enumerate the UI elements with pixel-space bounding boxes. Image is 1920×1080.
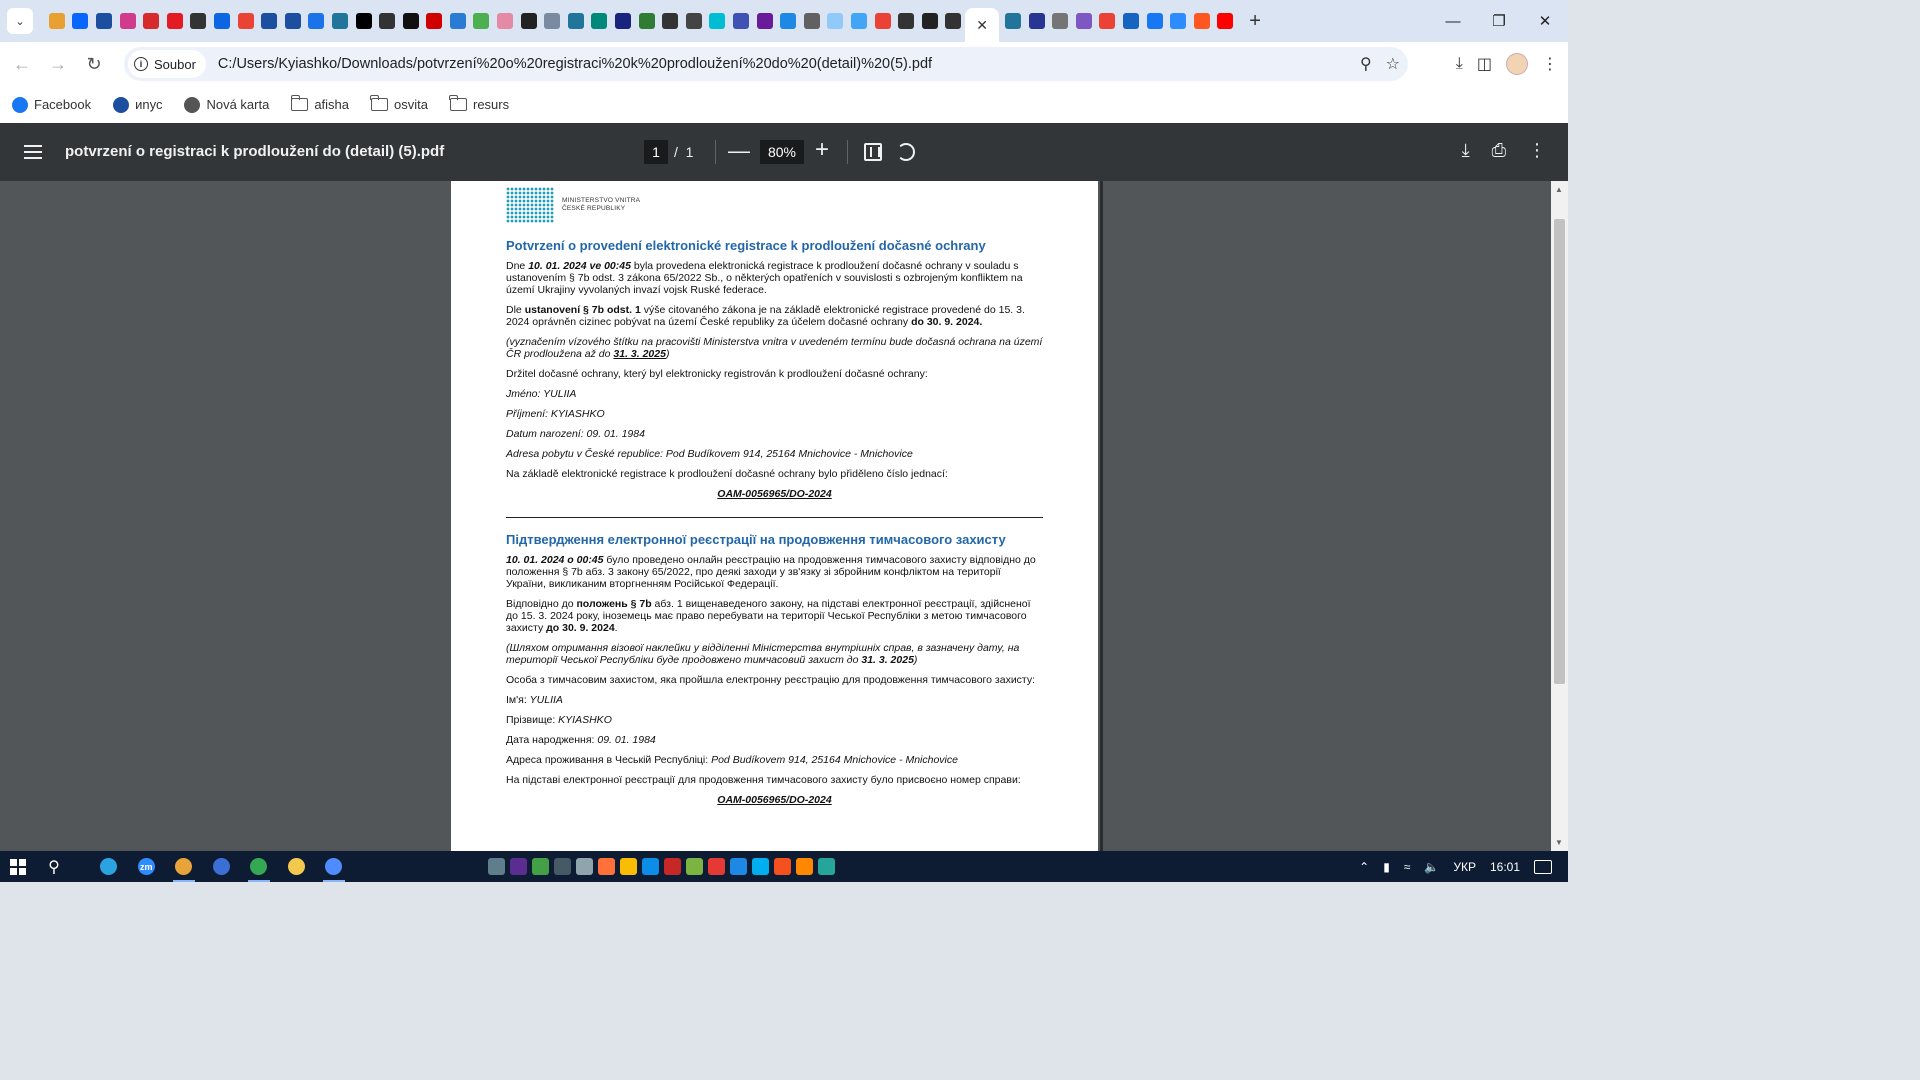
pinned-app-3[interactable] <box>532 858 549 875</box>
forward-button[interactable]: → <box>49 53 67 74</box>
dob-ua: Дата народження: 09. 01. 1984 <box>506 734 656 746</box>
k-icon <box>403 13 419 29</box>
taskbar-app[interactable] <box>128 851 166 882</box>
ministry-logo-mark <box>506 187 554 223</box>
taskbar-app[interactable] <box>278 851 316 882</box>
pinned-app-9[interactable] <box>664 858 681 875</box>
tab[interactable] <box>517 0 541 42</box>
tab-favicon-green <box>473 13 489 29</box>
document-icon <box>325 858 342 875</box>
basis-ua: На підставі електронної реєстрації для продовження тимчасового захисту було присвоєно номер справи: <box>506 774 1021 786</box>
tab-favicon-dark <box>898 13 914 29</box>
tab[interactable] <box>375 0 399 42</box>
chrome-icon <box>175 858 192 875</box>
tab[interactable] <box>163 0 187 42</box>
chrome-icon-2 <box>250 858 267 875</box>
system-tray <box>1359 851 1568 882</box>
tab-favicon-light <box>827 13 843 29</box>
toolbar-divider <box>715 140 716 164</box>
pdf-viewer[interactable] <box>0 181 1568 851</box>
zoom-icon: zm <box>138 858 155 875</box>
tab[interactable] <box>635 0 659 42</box>
name-ua: Ім'я: YULIIA <box>506 694 563 706</box>
tab-favicon-red <box>426 13 442 29</box>
trello-icon <box>214 13 230 29</box>
logo-line-1: MINISTERSTVO VNITRA <box>562 197 641 204</box>
tab-list-after <box>1001 0 1237 42</box>
tab[interactable] <box>470 0 494 42</box>
tab[interactable] <box>1096 0 1120 42</box>
tab[interactable] <box>281 0 305 42</box>
holder-ua: Особа з тимчасовим захистом, яка пройшла електронну реєстрацію для продовження тимчасового захисту: <box>506 674 1036 686</box>
taskbar-app[interactable] <box>165 851 203 882</box>
app-icon-blue <box>213 858 230 875</box>
surname-cz: Příjmení: KYIASHKO <box>506 408 605 420</box>
meta-icon <box>72 13 88 29</box>
toolbar-divider <box>847 140 848 164</box>
bookmark-item[interactable] <box>12 97 91 113</box>
site-info-chip[interactable] <box>128 50 206 78</box>
tab[interactable] <box>658 0 682 42</box>
back-button[interactable]: ← <box>13 53 31 74</box>
zoom-out-button[interactable]: — <box>728 138 750 163</box>
bookmark-item[interactable] <box>450 97 509 112</box>
tab-favicon-u <box>261 13 277 29</box>
address-ua: Адреса проживання в Чеській Республіці: Pod Budíkovem 914, 25164 Mnichovice - Mnichovice <box>506 754 958 766</box>
tab-strip <box>0 0 1568 42</box>
bookmark-item[interactable] <box>113 97 162 113</box>
tab[interactable] <box>682 0 706 42</box>
taskbar-apps <box>90 851 353 882</box>
gmail-icon <box>1099 13 1115 29</box>
page-total: / 1 <box>674 144 694 160</box>
scroll-thumb[interactable] <box>1554 219 1565 684</box>
tab[interactable] <box>729 0 753 42</box>
facebook-icon <box>1147 13 1163 29</box>
window-controls <box>1430 0 1568 42</box>
paragraph-cz-3: (vyznačením vízového štítku na pracovišti Ministerstva vnitra v uvedeném termínu bude dočasná ochrana na území ČR prodloužena až do 31. 3. 2025) <box>506 336 1043 360</box>
profile-avatar[interactable] <box>1506 53 1528 75</box>
tab[interactable] <box>871 0 895 42</box>
tab[interactable] <box>446 0 470 42</box>
tab[interactable] <box>847 0 871 42</box>
new-tab-button[interactable]: + <box>1249 9 1261 32</box>
globe-icon <box>184 97 200 113</box>
x-icon <box>356 13 372 29</box>
wifi-icon[interactable]: ≈ <box>1403 859 1411 874</box>
fit-to-page-icon[interactable] <box>864 143 882 161</box>
reference-number-cz: OAM-0056965/DO-2024 <box>717 488 832 500</box>
tab-favicon-u <box>96 13 112 29</box>
tab[interactable] <box>493 0 517 42</box>
tab[interactable] <box>1025 0 1049 42</box>
minimize-icon[interactable]: — <box>1445 12 1461 30</box>
chevron-down-icon: ⌄ <box>15 15 25 28</box>
tab[interactable] <box>942 0 966 42</box>
taskbar-pinned <box>488 851 835 882</box>
tab[interactable] <box>918 0 942 42</box>
wordpress-icon <box>568 13 584 29</box>
taskbar-app[interactable] <box>240 851 278 882</box>
file-explorer-icon <box>288 858 305 875</box>
menu-icon[interactable] <box>24 145 42 163</box>
paragraph-ua-3: (Шляхом отримання візової наклейки у відділенні Міністерства внутрішніх справ, в зазначену дату, на території Чеської Республіки буде продовжено тимчасовий захист до 31. 3. 2025) <box>506 642 1020 666</box>
tab[interactable] <box>1048 0 1072 42</box>
heart-icon <box>143 13 159 29</box>
download-icon[interactable]: ⤓ <box>1455 55 1463 72</box>
tab[interactable] <box>706 0 730 42</box>
tab[interactable] <box>1214 0 1238 42</box>
taskbar <box>0 851 1568 882</box>
tab[interactable] <box>1190 0 1214 42</box>
tab[interactable] <box>776 0 800 42</box>
tab-favicon-pink <box>497 13 513 29</box>
address-bar[interactable] <box>124 47 1408 81</box>
tab[interactable] <box>234 0 258 42</box>
volume-icon[interactable]: 🔈 <box>1424 859 1440 874</box>
u-icon <box>113 97 129 113</box>
bookmark-label: Nová karta <box>206 97 270 112</box>
info-icon: i <box>134 57 148 71</box>
frs-icon <box>379 13 395 29</box>
pdf-title: potvrzení o registraci k prodloužení do (detail) (5).pdf <box>65 143 445 160</box>
notification-icon[interactable] <box>1534 860 1552 874</box>
folder-icon <box>291 98 308 111</box>
wordpress-icon <box>332 13 348 29</box>
tab[interactable] <box>588 0 612 42</box>
scroll-up-icon[interactable]: ▲ <box>1555 185 1563 194</box>
bookmarks-bar <box>0 86 1568 123</box>
address-cz: Adresa pobytu v České republice: Pod Budíkovem 914, 25164 Mnichovice - Mnichovice <box>506 448 913 460</box>
holder-cz: Držitel dočasné ochrany, který byl elektronicky registrován k prodloužení dočasné ochrany: <box>506 368 928 380</box>
reference-number-ua: OAM-0056965/DO-2024 <box>717 794 832 806</box>
youtube-icon <box>1217 13 1233 29</box>
firefox-icon[interactable] <box>598 858 615 875</box>
gmail-icon <box>875 13 891 29</box>
paragraph-cz-2: Dle ustanovení § 7b odst. 1 výše citovaného zákona je na základě elektronické registrace provedené do 15. 3. 2024 oprávněn cizinec pobývat na území České republiky za účelem dočasné ochrany do 30. 9. 2024. <box>506 304 1025 328</box>
folder-icon <box>450 98 467 111</box>
taskbar-app[interactable] <box>203 851 241 882</box>
tab-favicon-teal <box>591 13 607 29</box>
tab[interactable] <box>800 0 824 42</box>
taskbar-app[interactable] <box>315 851 353 882</box>
tab-favicon-grey <box>544 13 560 29</box>
rotate-icon[interactable] <box>897 143 915 161</box>
tab-favicon-navy <box>615 13 631 29</box>
tab-favicon-green2 <box>639 13 655 29</box>
close-window-icon[interactable]: ✕ <box>1538 13 1552 30</box>
pdf-download-icon[interactable]: ⤓ <box>1461 140 1470 160</box>
telegram-icon <box>100 858 117 875</box>
edge-icon[interactable] <box>642 858 659 875</box>
paragraph-cz-1: Dne 10. 01. 2024 ve 00:45 byla provedena elektronická registrace k prodloužení dočasné ochrany v souladu s ustanovením § 7b odst. 3 zákona 65/2022 Sb., o některých opatřeních v souvislosti s ozbrojeným konfliktem na území Ukrajiny vyvolaných invazí vojsk Ruské federace. <box>506 260 1023 296</box>
frs-icon <box>945 13 961 29</box>
tab-list <box>45 0 965 42</box>
zoom-in-button[interactable]: + <box>815 136 830 163</box>
pinned-app-1[interactable] <box>488 858 505 875</box>
pinned-app-4[interactable] <box>554 858 571 875</box>
close-icon[interactable]: ✕ <box>976 16 989 33</box>
start-button[interactable] <box>0 851 36 882</box>
print-icon[interactable]: ⎙ <box>1491 140 1506 160</box>
skype-icon[interactable] <box>752 858 769 875</box>
site-info-label: Soubor <box>154 56 196 72</box>
zoom-icon-omnibox[interactable]: ⚲ <box>1359 56 1372 73</box>
bookmark-star-icon[interactable]: ☆ <box>1385 56 1400 73</box>
bookmark-item[interactable] <box>184 97 269 113</box>
menu-kebab-icon[interactable]: ⋮ <box>1542 56 1558 73</box>
tab[interactable] <box>92 0 116 42</box>
red-circle-icon <box>167 13 183 29</box>
tab[interactable] <box>328 0 352 42</box>
restore-icon[interactable]: ❐ <box>1492 13 1506 30</box>
wordpress-icon <box>1005 13 1021 29</box>
windows-logo-icon <box>10 859 26 875</box>
pdf-page <box>451 181 1098 851</box>
bookmark-label: Facebook <box>34 97 92 112</box>
taskbar-search-icon[interactable]: ⚲ <box>48 858 60 876</box>
battery-icon[interactable]: ▮ <box>1383 859 1390 874</box>
faf-icon <box>521 13 537 29</box>
calendar-icon <box>308 13 324 29</box>
tab[interactable] <box>69 0 93 42</box>
tab[interactable] <box>305 0 329 42</box>
tab-favicon-1 <box>49 13 65 29</box>
pinned-app-14[interactable] <box>774 858 791 875</box>
name-cz: Jméno: YULIIA <box>506 388 577 400</box>
taskbar-app[interactable] <box>90 851 128 882</box>
tab[interactable] <box>139 0 163 42</box>
tab[interactable] <box>753 0 777 42</box>
pinned-app-5[interactable] <box>576 858 593 875</box>
paragraph-ua-1: 10. 01. 2024 о 00:45 було проведено онлайн реєстрацію на продовження тимчасового захисту відповідно до положення § 7b абз. 3 закону 65/2022, про деякі заходи у зв'язку зі збройним конфліктом на території України, викликаним вторгненням Російської Федерації. <box>506 554 1036 590</box>
tab[interactable] <box>45 0 69 42</box>
surname-ua: Прізвище: KYIASHKO <box>506 714 612 726</box>
chrome-icon-3[interactable] <box>620 858 637 875</box>
tab-favicon-navy2 <box>1029 13 1045 29</box>
tab-favicon-grey3 <box>1052 13 1068 29</box>
image-icon <box>686 13 702 29</box>
bookmark-item[interactable] <box>291 97 349 112</box>
bookmark-label: иnус <box>135 97 163 112</box>
heading-cz: Potvrzení o provedení elektronické registrace k prodloužení dočasné ochrany <box>506 238 986 253</box>
section-divider <box>506 517 1043 518</box>
dob-cz: Datum narození: 09. 01. 1984 <box>506 428 645 440</box>
tab-favicon-indigo <box>733 13 749 29</box>
teamcity-icon[interactable] <box>510 858 527 875</box>
p-icon <box>190 13 206 29</box>
tab[interactable] <box>824 0 848 42</box>
tab[interactable] <box>1119 0 1143 42</box>
tab-favicon-dark2 <box>922 13 938 29</box>
tab-favicon-blue2 <box>780 13 796 29</box>
tab[interactable] <box>1001 0 1025 42</box>
gmail-icon <box>238 13 254 29</box>
vlc-icon[interactable] <box>796 858 813 875</box>
pinned-app-16[interactable] <box>818 858 835 875</box>
tab[interactable] <box>116 0 140 42</box>
vertical-scrollbar[interactable] <box>1551 181 1568 851</box>
tab[interactable] <box>187 0 211 42</box>
tab-favicon-grey2 <box>804 13 820 29</box>
zoom-icon <box>1170 13 1186 29</box>
paragraph-ua-2: Відповідно до положень § 7b абз. 1 вищенаведеного закону, на підставі електронної реєстрації, здійсненої до 15. 3. 2024 року, іноземець має право перебувати на території Чеської Республіки з метою тимчасового захисту до 30. 9. 2024. <box>506 598 1031 634</box>
tab[interactable] <box>257 0 281 42</box>
page-shadow <box>1100 181 1103 851</box>
zoom-level-input[interactable]: 80% <box>760 140 804 164</box>
reload-button[interactable]: ↻ <box>86 53 102 74</box>
pdf-toolbar <box>0 123 1568 181</box>
b-orange-icon <box>1194 13 1210 29</box>
tray-chevron-icon[interactable]: ⌃ <box>1359 859 1370 874</box>
bookmark-label: resurs <box>473 97 510 112</box>
bookmark-label: osvita <box>394 97 428 112</box>
browser-toolbar <box>0 42 1568 86</box>
tab[interactable] <box>423 0 447 42</box>
list-icon <box>1123 13 1139 29</box>
tab[interactable] <box>352 0 376 42</box>
basis-cz: Na základě elektronické registrace k prodloužení dočasné ochrany bylo přiděleno číslo jednací: <box>506 468 948 480</box>
folder-icon <box>371 98 388 111</box>
heading-ua: Підтвердження електронної реєстрації на продовження тимчасового захисту <box>506 532 1006 547</box>
tab[interactable] <box>1166 0 1190 42</box>
page-total-value: 1 <box>685 144 694 160</box>
tab-search-button[interactable] <box>7 8 33 34</box>
tab-favicon-u <box>285 13 301 29</box>
tab[interactable] <box>540 0 564 42</box>
tab-favicon-cyan <box>709 13 725 29</box>
clock[interactable]: 16:01 <box>1489 859 1520 874</box>
logo-line-2: ČESKÉ REPUBLIKY <box>562 205 626 212</box>
tab[interactable] <box>564 0 588 42</box>
bookmark-item[interactable] <box>371 97 428 112</box>
pinned-app-10[interactable] <box>686 858 703 875</box>
b-icon <box>662 13 678 29</box>
pinned-app-11[interactable] <box>708 858 725 875</box>
tab-favicon-hope <box>851 13 867 29</box>
hand-icon <box>120 13 136 29</box>
tab[interactable] <box>894 0 918 42</box>
tab[interactable] <box>399 0 423 42</box>
tab[interactable] <box>611 0 635 42</box>
tab-favicon-blue <box>450 13 466 29</box>
pinned-app-12[interactable] <box>730 858 747 875</box>
url-text[interactable]: C:/Users/Kyiashko/Downloads/potvrzení%20o%20registraci%20k%20prodloužení%20do%20(detail)%20(5).pdf <box>217 56 933 72</box>
language-indicator[interactable]: УКР <box>1453 859 1476 874</box>
facebook-icon <box>12 97 28 113</box>
page-number-input[interactable]: 1 <box>644 140 668 164</box>
ministry-logo <box>506 187 1043 223</box>
tab[interactable] <box>210 0 234 42</box>
tab-active-pdf[interactable] <box>965 8 999 42</box>
link-icon <box>1076 13 1092 29</box>
bookmark-label: afisha <box>314 97 350 112</box>
tab[interactable] <box>1143 0 1167 42</box>
tab-favicon-purple <box>757 13 773 29</box>
tab[interactable] <box>1072 0 1096 42</box>
side-panel-icon[interactable]: ◫ <box>1476 56 1492 73</box>
scroll-down-icon[interactable]: ▼ <box>1555 838 1563 847</box>
pdf-more-icon[interactable]: ⋮ <box>1528 140 1546 160</box>
